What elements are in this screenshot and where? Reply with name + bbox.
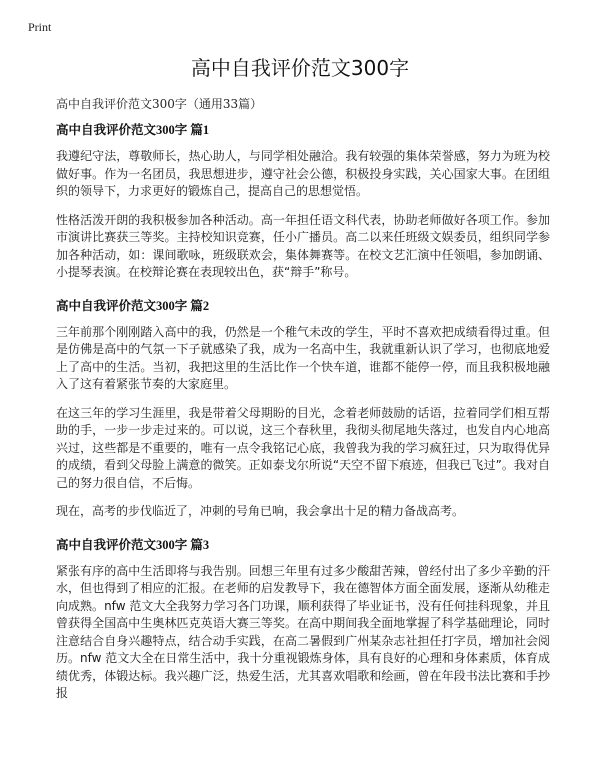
page-title: 高中自我评价范文300字: [190, 56, 410, 80]
document-subtitle: 高中自我评价范文300字（通用33篇）: [56, 97, 263, 111]
section-paragraph: 现在，高考的步伐临近了，冲刺的号角已响，我会拿出十足的精力备战高考。: [56, 504, 465, 518]
print-link[interactable]: Print: [28, 20, 52, 34]
section-paragraph: 性格活泼开朗的我积极参加各种活动。高一年担任语文科代表，协助老师做好各项工作。参加市演讲比赛获三等奖。主持校知识竞赛，任小广播员。高二以来任班级文娱委员，组织同学参加各种活动，如：课间歌咏，班级联欢会，集体舞赛等。在校文艺汇演中任领唱，参加朗诵、小提琴表演。在校辩论赛在表现较出色，获“辩手”称号。: [56, 212, 550, 279]
section-paragraph: 紧张有序的高中生活即将与我告别。回想三年里有过多少酸甜苦辣，曾经付出了多少辛勤的汗水，但也得到了相应的汇报。在老师的启发教导下，我在德智体方面全面发展，逐渐从幼稚走向成熟。nfw 范文大全我努力学习各门功课，顺利获得了毕业证书，没有任何挂科现象，并且曾获得全国高中生奥林匹克英语大赛三等奖。在高中期间我全面地掌握了科学基础理论，同时注意结合自身兴趣特点，结合动手实践，在高二暑假到广州某杂志社担任打字员，增加社会阅历。nfw 范文大全在日常生活中，我十分重视锻炼身体，具有良好的心理和身体素质，体育成绩优秀，体锻达标。我兴趣广泛，热爱生活，尤其喜欢唱歌和绘画，曾在年段书法比赛和手抄报: [56, 563, 550, 700]
section-heading: 高中自我评价范文300字 篇1: [56, 123, 210, 137]
essay-section-1: [56, 120, 550, 282]
section-heading: 高中自我评价范文300字 篇3: [56, 537, 210, 552]
section-heading: 高中自我评价范文300字 篇2: [56, 298, 210, 313]
essay-section-2: [56, 296, 550, 521]
document-body: [56, 120, 550, 717]
section-paragraph: 三年前那个刚刚踏入高中的我，仍然是一个稚气未改的学生，平时不喜欢把成绩看得过重。但是仿佛是高中的气氛一下子就感染了我，成为一名高中生，我就重新认识了学习，也彻底地爱上了高中的生活。当初，我把这里的生活比作一个快车道，谁都不能停一停，而且我积极地融入了这有着紧张节奏的大家庭里。: [56, 324, 550, 391]
essay-section-3: [56, 535, 550, 703]
section-paragraph: 我遵纪守法，尊敬师长，热心助人，与同学相处融洽。我有较强的集体荣誉感，努力为班为校做好事。作为一名团员，我思想进步，遵守社会公德，积极投身实践，关心国家大事。在团组织的领导下，力求更好的锻炼自己，提高自己的思想觉悟。: [56, 149, 550, 198]
section-paragraph: 在这三年的学习生涯里，我是带着父母期盼的目光，念着老师鼓励的话语，拉着同学们相互帮助的手，一步一步走过来的。可以说，这三个春秋里，我彻头彻尾地失落过，也发自内心地高兴过，这些都是不重要的，唯有一点令我铭记心底，我曾我为我的学习疯狂过，只为取得优异的成绩，看到父母脸上满意的微笑。正如泰戈尔所说“天空不留下痕迹，但我已飞过”。我对自己的努力很自信，不后悔。: [56, 405, 550, 490]
